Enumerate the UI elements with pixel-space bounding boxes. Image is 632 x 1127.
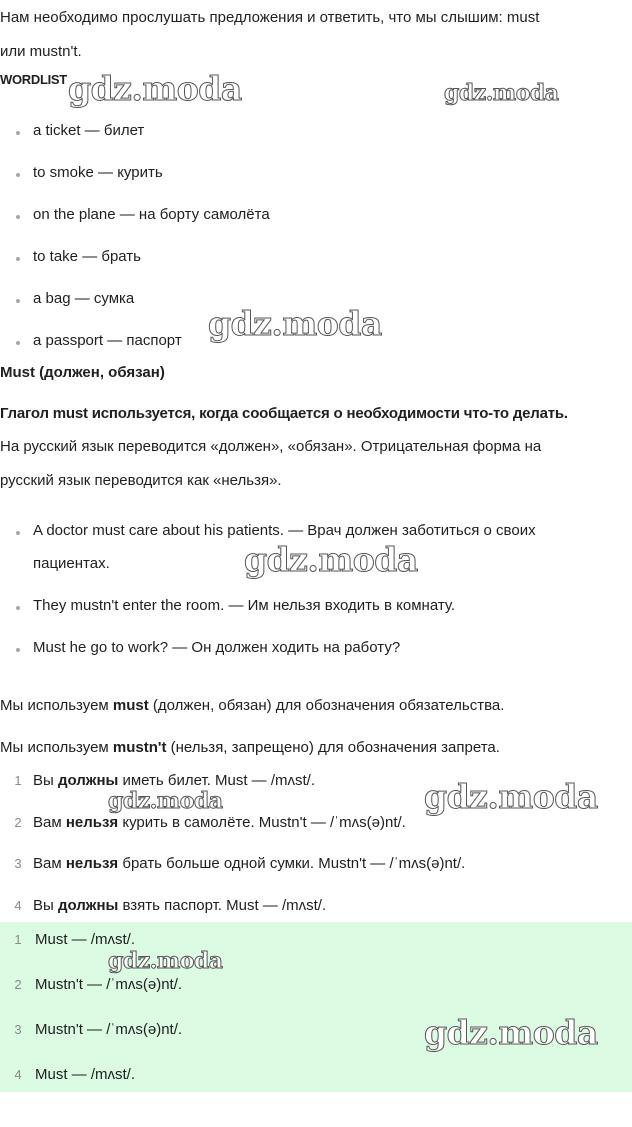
usage-mustnt xyxy=(0,738,500,758)
watermark: gdz.moda xyxy=(68,69,242,108)
usage-mustnt-post: (нельзя, запрещено) для обозначения запрета. xyxy=(166,739,500,756)
example-line: Must he go to work? — Он должен ходить на работу? xyxy=(33,639,401,656)
answer-number: 2 xyxy=(14,977,22,992)
watermark: gdz.moda xyxy=(424,1013,598,1052)
sentence-number: 4 xyxy=(14,898,22,913)
answer-item: Must — /mʌst/. xyxy=(35,1066,136,1083)
watermark: gdz.moda xyxy=(108,788,223,814)
usage-must-post: (должен, обязан) для обозначения обязательства. xyxy=(148,697,505,714)
bullet-dot xyxy=(16,606,20,610)
sentence-bold: должны xyxy=(57,897,119,914)
usage-must-pre: Мы используем xyxy=(0,697,113,714)
usage-must-word: must xyxy=(112,697,149,714)
watermark: gdz.moda xyxy=(244,540,418,579)
sentence-post: иметь билет. Must — /mʌst/. xyxy=(118,772,315,789)
sentence-item xyxy=(33,896,326,916)
example-line-cont: пациентах. xyxy=(33,555,110,572)
bullet-dot xyxy=(16,257,20,261)
bullet-dot xyxy=(16,648,20,652)
sentence-pre: Вы xyxy=(33,897,58,914)
bullet-dot xyxy=(16,341,20,345)
grammar-heading: Must (должен, обязан) xyxy=(0,364,165,381)
sentence-bold: нельзя xyxy=(65,855,119,872)
bullet-dot xyxy=(16,131,20,135)
sentence-number: 2 xyxy=(14,815,22,830)
answer-item: Mustn't — /ˈmʌs(ə)nt/. xyxy=(35,976,183,993)
sentence-pre: Вы xyxy=(33,772,58,789)
intro-line-1: Нам необходимо прослушать предложения и ответить, что мы слышим: must xyxy=(0,9,540,26)
bullet-dot xyxy=(16,531,20,535)
sentence-post: брать больше одной сумки. Mustn't — /ˈmʌs(ə)nt/. xyxy=(118,855,466,872)
wordlist-title: WORDLIST xyxy=(0,72,67,87)
wordlist-item: to take — брать xyxy=(33,248,141,265)
bullet-dot xyxy=(16,173,20,177)
bullet-dot xyxy=(16,215,20,219)
answer-number: 4 xyxy=(14,1067,22,1082)
sentence-pre: Вам xyxy=(33,814,66,831)
sentence-post: взять паспорт. Must — /mʌst/. xyxy=(118,897,327,914)
answer-number: 3 xyxy=(14,1022,22,1037)
sentence-item xyxy=(33,854,465,874)
watermark: gdz.moda xyxy=(208,304,382,343)
intro-text xyxy=(0,1,632,69)
wordlist-item: a bag — сумка xyxy=(33,290,135,307)
grammar-rule-line-3: русский язык переводится как «нельзя». xyxy=(0,472,282,489)
answer-item: Must — /mʌst/. xyxy=(35,931,136,948)
wordlist-item: a passport — паспорт xyxy=(33,332,182,349)
sentence-item xyxy=(33,813,406,833)
answer-number: 1 xyxy=(14,932,22,947)
sentence-number: 3 xyxy=(14,856,22,871)
grammar-rule-bold: Глагол must используется, когда сообщается о необходимости что-то делать. xyxy=(0,405,568,422)
answer-item: Mustn't — /ˈmʌs(ə)nt/. xyxy=(35,1021,183,1038)
wordlist-item: a ticket — билет xyxy=(33,122,145,139)
intro-line-2: или mustn't. xyxy=(0,43,82,60)
sentence-pre: Вам xyxy=(33,855,66,872)
grammar-rule-line-2: На русский язык переводится «должен», «обязан». Отрицательная форма на xyxy=(0,438,542,455)
watermark: gdz.moda xyxy=(424,777,598,816)
wordlist-item: on the plane — на борту самолёта xyxy=(33,206,270,223)
example-line: They mustn't enter the room. — Им нельзя входить в комнату. xyxy=(33,597,456,614)
sentence-number: 1 xyxy=(14,773,22,788)
watermark: gdz.moda xyxy=(108,948,223,974)
watermark: gdz.moda xyxy=(444,80,559,106)
usage-mustnt-word: mustn't xyxy=(112,739,167,756)
sentence-bold: нельзя xyxy=(65,814,119,831)
wordlist-item: to smoke — курить xyxy=(33,164,163,181)
usage-mustnt-pre: Мы используем xyxy=(0,739,113,756)
sentence-bold: должны xyxy=(57,772,119,789)
usage-must xyxy=(0,696,504,716)
example-line: A doctor must care about his patients. — Врач должен заботиться о своих xyxy=(33,522,536,539)
bullet-dot xyxy=(16,299,20,303)
sentence-post: курить в самолёте. Mustn't — /ˈmʌs(ə)nt/. xyxy=(118,814,406,831)
